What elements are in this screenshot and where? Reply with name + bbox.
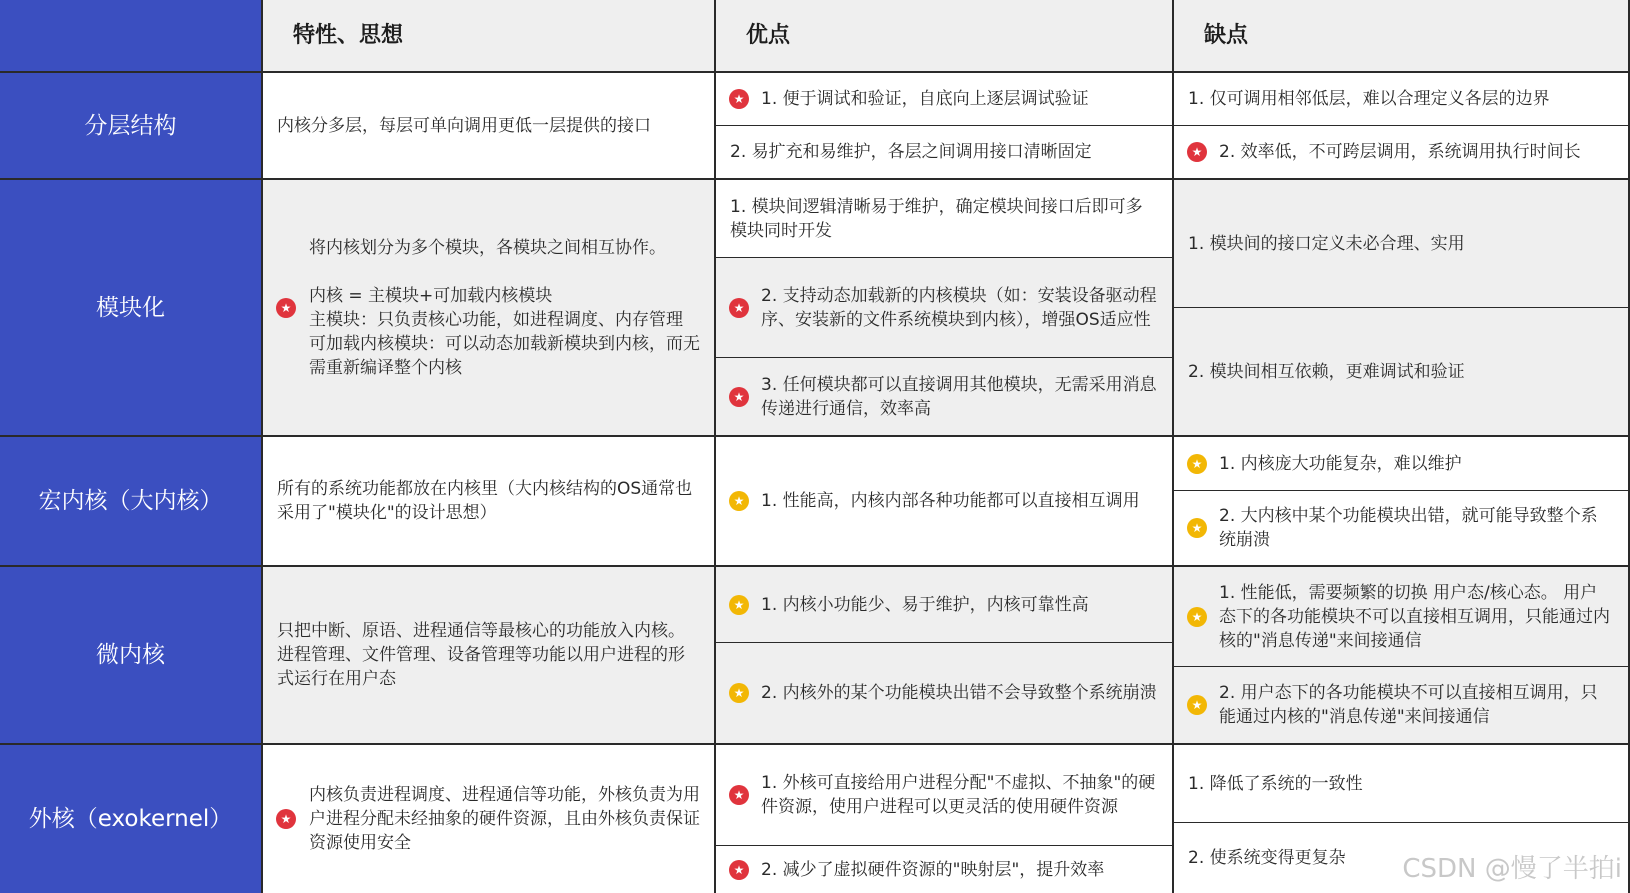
con-text: 2. 效率低，不可跨层调用，系统调用执行时间长 bbox=[1219, 142, 1581, 162]
row-label-text: 外核（exokernel） bbox=[28, 806, 233, 832]
pro-layered-1 bbox=[716, 73, 1174, 126]
pro-monolithic-1 bbox=[716, 437, 1174, 567]
header-pros-label: 优点 bbox=[746, 22, 791, 48]
pro-text: 2. 易扩充和易维护，各层之间调用接口清晰固定 bbox=[730, 142, 1092, 162]
pro-layered-2 bbox=[716, 126, 1174, 180]
feature-layered bbox=[263, 73, 716, 180]
con-monolithic-1 bbox=[1174, 437, 1630, 491]
yellow-star-icon: ★ bbox=[1187, 607, 1207, 627]
red-star-icon: ★ bbox=[1187, 142, 1207, 162]
row-label-text: 模块化 bbox=[96, 294, 165, 321]
con-monolithic-2 bbox=[1174, 491, 1630, 567]
con-text: 1. 性能低，需要频繁的切换 用户态/核心态。 用户态下的各功能模块不可以直接相互调用，只能通过内核的"消息传递"来间接通信 bbox=[1219, 582, 1610, 651]
feature-text: 只把中断、原语、进程通信等最核心的功能放入内核。进程管理、文件管理、设备管理等功能以用户进程的形式运行在用户态 bbox=[277, 621, 685, 689]
con-text: 1. 模块间的接口定义未必合理、实用 bbox=[1188, 233, 1465, 254]
con-exo-1 bbox=[1174, 745, 1630, 823]
pro-micro-1 bbox=[716, 567, 1174, 643]
pro-text: 1. 性能高，内核内部各种功能都可以直接相互调用 bbox=[761, 491, 1140, 511]
row-label-text: 分层结构 bbox=[84, 112, 177, 139]
con-micro-2 bbox=[1174, 667, 1630, 745]
yellow-star-icon: ★ bbox=[729, 491, 749, 511]
pro-micro-2 bbox=[716, 643, 1174, 745]
con-text: 1. 降低了系统的一致性 bbox=[1188, 773, 1363, 794]
row-label-text: 宏内核（大内核） bbox=[38, 488, 223, 514]
con-layered-1 bbox=[1174, 73, 1630, 126]
yellow-star-icon: ★ bbox=[729, 595, 749, 615]
feature-text: 内核负责进程调度、进程通信等功能，外核负责为用户进程分配未经抽象的硬件资源，且由外核负责保证资源使用安全 bbox=[309, 785, 700, 853]
con-text: 2. 用户态下的各功能模块不可以直接相互调用，只能通过内核的"消息传递"来间接通信 bbox=[1219, 683, 1598, 727]
con-text: 2. 大内核中某个功能模块出错，就可能导致整个系统崩溃 bbox=[1219, 506, 1598, 550]
row-label-monolithic bbox=[0, 437, 263, 567]
feature-paragraph: 内核 = 主模块+可加载内核模块 bbox=[309, 285, 553, 306]
feature-paragraph: 主模块：只负责核心功能，如进程调度、内存管理 bbox=[309, 309, 683, 330]
feature-modular-text bbox=[296, 236, 714, 380]
red-star-icon: ★ bbox=[729, 387, 749, 407]
row-label-exo bbox=[0, 745, 263, 893]
pro-exo-2 bbox=[716, 846, 1174, 893]
pro-text: 3. 任何模块都可以直接调用其他模块，无需采用消息传递进行通信，效率高 bbox=[761, 374, 1157, 419]
feature-text: 所有的系统功能都放在内核里（大内核结构的OS通常也采用了"模块化"的设计思想） bbox=[277, 479, 693, 523]
watermark: CSDN @慢了半拍i bbox=[1402, 854, 1622, 884]
feature-modular bbox=[263, 180, 716, 437]
con-modular-1 bbox=[1174, 180, 1630, 308]
header-corner bbox=[0, 0, 263, 73]
pro-text: 1. 模块间逻辑清晰易于维护，确定模块间接口后即可多模块同时开发 bbox=[730, 196, 1143, 241]
header-cons bbox=[1174, 0, 1630, 73]
row-label-text: 微内核 bbox=[96, 642, 165, 668]
header-pros bbox=[716, 0, 1174, 73]
yellow-star-icon: ★ bbox=[1187, 454, 1207, 474]
pro-modular-1 bbox=[716, 180, 1174, 258]
con-layered-2 bbox=[1174, 126, 1630, 180]
header-feature-label: 特性、思想 bbox=[293, 22, 404, 48]
row-label-layered bbox=[0, 73, 263, 180]
con-text: 1. 仅可调用相邻低层，难以合理定义各层的边界 bbox=[1188, 89, 1550, 109]
pro-text: 2. 内核外的某个功能模块出错不会导致整个系统崩溃 bbox=[761, 683, 1157, 703]
red-star-icon: ★ bbox=[729, 89, 749, 109]
pro-modular-2 bbox=[716, 258, 1174, 358]
con-text: 2. 使系统变得更复杂 bbox=[1188, 848, 1346, 868]
pro-text: 1. 便于调试和验证，自底向上逐层调试验证 bbox=[761, 89, 1089, 109]
feature-micro bbox=[263, 567, 716, 745]
red-star-icon: ★ bbox=[276, 809, 296, 829]
yellow-star-icon: ★ bbox=[1187, 695, 1207, 715]
pro-text: 1. 内核小功能少、易于维护，内核可靠性高 bbox=[761, 594, 1089, 615]
pro-text: 2. 减少了虚拟硬件资源的"映射层"，提升效率 bbox=[761, 859, 1105, 880]
header-feature bbox=[263, 0, 716, 73]
con-text: 1. 内核庞大功能复杂，难以维护 bbox=[1219, 453, 1462, 474]
feature-exo bbox=[263, 745, 716, 893]
row-label-modular bbox=[0, 180, 263, 437]
feature-paragraph: 将内核划分为多个模块，各模块之间相互协作。 bbox=[309, 237, 666, 258]
row-label-micro bbox=[0, 567, 263, 745]
red-star-icon: ★ bbox=[729, 860, 749, 880]
pro-exo-1 bbox=[716, 745, 1174, 846]
con-modular-2 bbox=[1174, 308, 1630, 437]
pro-text: 1. 外核可直接给用户进程分配"不虚拟、不抽象"的硬件资源，使用户进程可以更灵活的使用硬件资源 bbox=[761, 773, 1156, 817]
header-cons-label: 缺点 bbox=[1204, 22, 1249, 48]
red-star-icon: ★ bbox=[729, 298, 749, 318]
red-star-icon: ★ bbox=[729, 785, 749, 805]
pro-modular-3 bbox=[716, 358, 1174, 437]
feature-text: 内核分多层，每层可单向调用更低一层提供的接口 bbox=[277, 115, 651, 136]
feature-monolithic bbox=[263, 437, 716, 567]
con-micro-1 bbox=[1174, 567, 1630, 667]
feature-paragraph: 可加载内核模块：可以动态加载新模块到内核，而无需重新编译整个内核 bbox=[309, 333, 700, 378]
red-star-icon: ★ bbox=[276, 298, 296, 318]
yellow-star-icon: ★ bbox=[1187, 518, 1207, 538]
pro-text: 2. 支持动态加载新的内核模块（如：安装设备驱动程序、安装新的文件系统模块到内核），增强OS适应性 bbox=[761, 285, 1157, 330]
con-text: 2. 模块间相互依赖，更难调试和验证 bbox=[1188, 361, 1465, 382]
yellow-star-icon: ★ bbox=[729, 683, 749, 703]
